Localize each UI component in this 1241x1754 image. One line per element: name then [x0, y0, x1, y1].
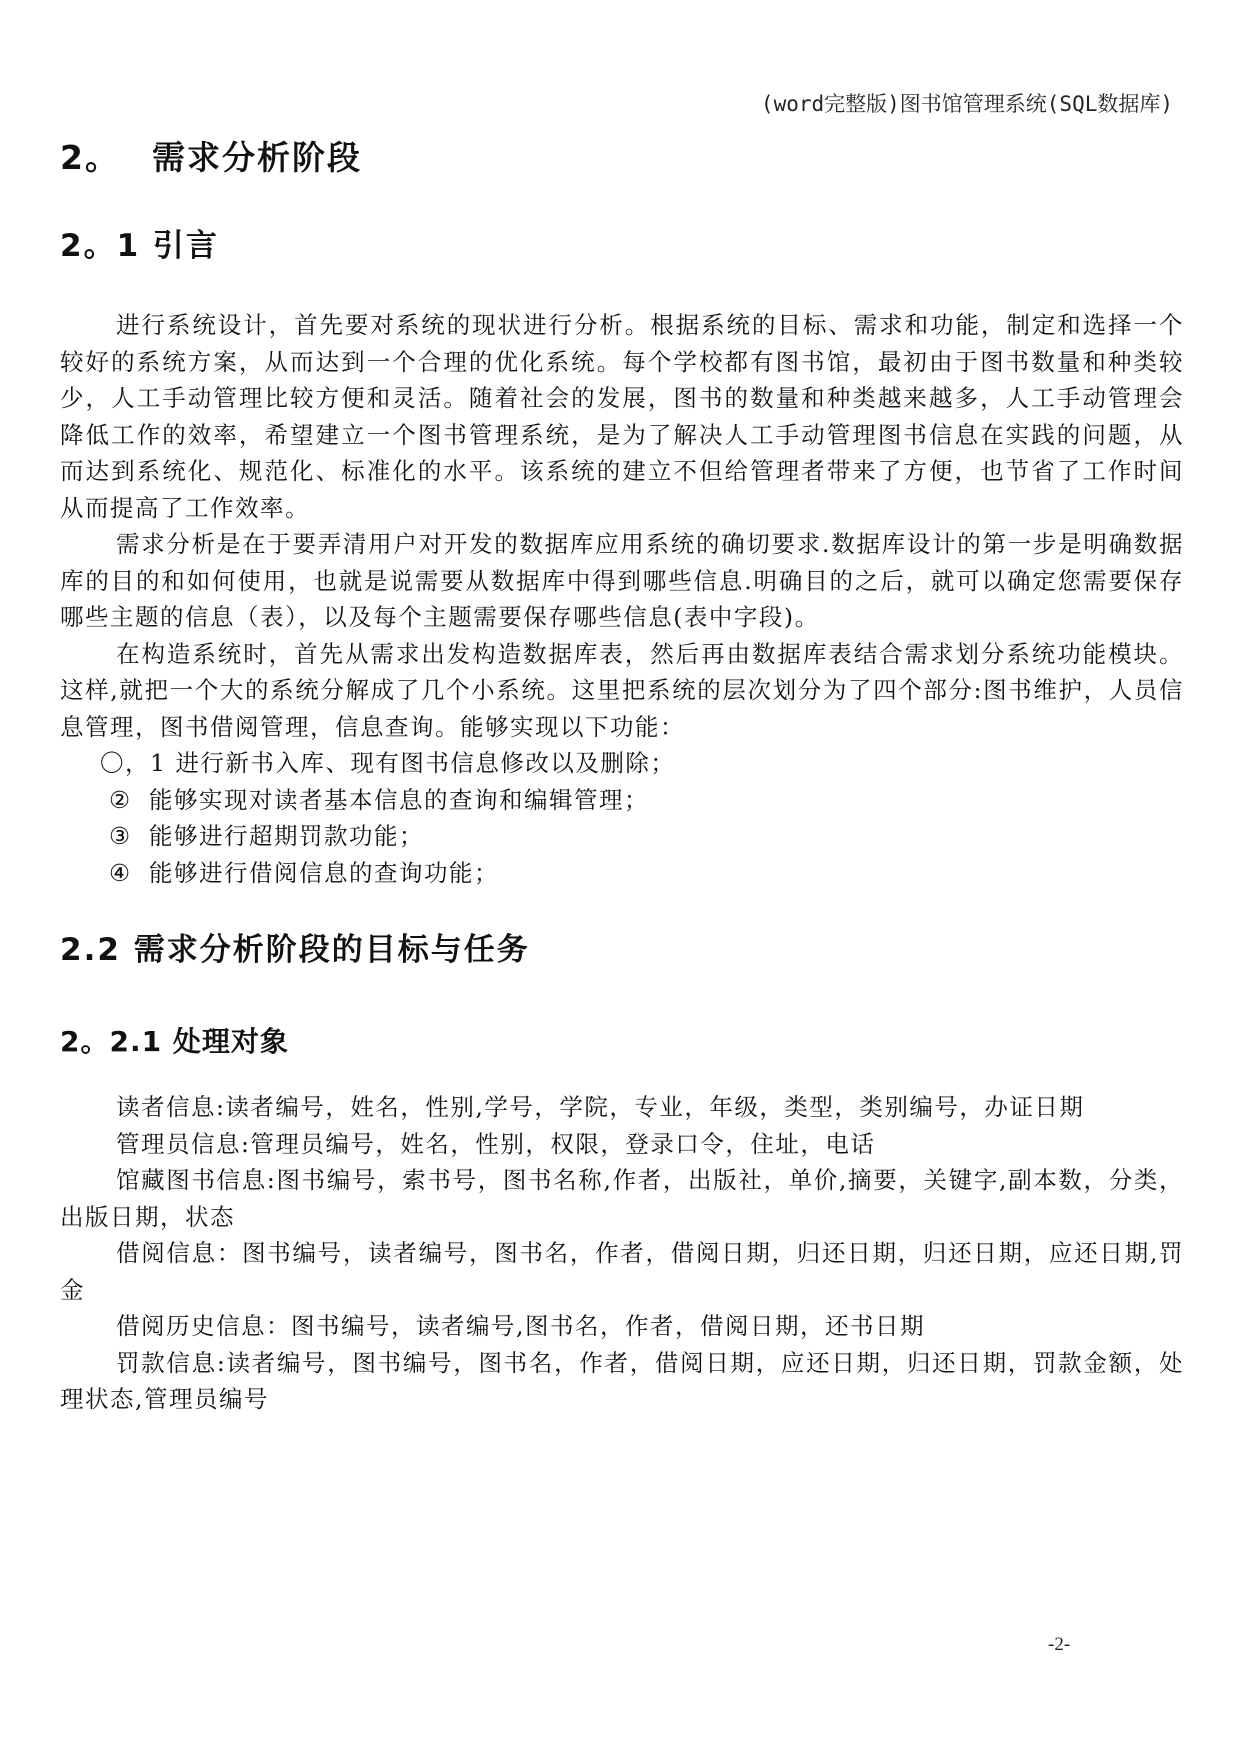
paragraph: 进行系统设计，首先要对系统的现状进行分析。根据系统的目标、需求和功能，制定和选择一个较好的系统方案，从而达到一个合理的优化系统。每个学校都有图书馆，最初由于图书数量和种类较少，人工手动管理比较方便和灵活。随着社会的发展，图书的数量和种类越来越多，人工手动管理会降低工作的效率，希望建立一个图书管理系统，是为了解决人工手动管理图书信息在实践的问题，从而达到系统化、规范化、标准化的水平。该系统的建立不但给管理者带来了方便，也节省了工作时间从而提高了工作效率。 — [60, 311, 1184, 522]
list-marker: ② — [108, 785, 132, 814]
list-item — [60, 818, 1184, 855]
list-item-text: 能够进行借阅信息的查询功能； — [148, 858, 499, 887]
section-2-1-body — [60, 307, 1184, 891]
list-item-text: 能够进行超期罚款功能； — [148, 822, 424, 850]
paragraph-book-info: 馆藏图书信息:图书编号，索书号，图书名称,作者，出版社，单价,摘要，关键字,副本数，分类，出版日期，状态 — [60, 1166, 1184, 1231]
list-item-text: 进行新书入库、现有图书信息修改以及删除； — [175, 749, 676, 777]
page-number: -2- — [1048, 1634, 1071, 1655]
paragraph-reader-info: 读者信息:读者编号，姓名，性别,学号，学院，专业，年级，类型，类别编号，办证日期 — [116, 1093, 1085, 1121]
list-item — [60, 745, 1184, 782]
page-header: (word完整版)图书馆管理系统(SQL数据库) — [760, 92, 1173, 116]
paragraph: 需求分析是在于要弄清用户对开发的数据库应用系统的确切要求.数据库设计的第一步是明确数据库的目的和如何使用，也就是说需要从数据库中得到哪些信息.明确目的之后，就可以确定您需要保存哪些主题的信息（表），以及每个主题需要保存哪些信息(表中字段)。 — [60, 530, 1184, 631]
chapter-heading — [60, 128, 1184, 188]
chapter-number: 2。 — [60, 138, 120, 177]
list-marker: 〇，1 — [100, 749, 167, 777]
paragraph-borrow-info: 借阅信息：图书编号，读者编号，图书名，作者，借阅日期，归还日期，归还日期，应还日期,罚金 — [60, 1239, 1184, 1304]
section-2-2-1-body — [60, 1089, 1184, 1418]
chapter-title: 需求分析阶段 — [152, 138, 362, 177]
list-marker: ③ — [108, 822, 132, 850]
paragraph-borrow-history: 借阅历史信息：图书编号，读者编号,图书名，作者，借阅日期，还书日期 — [116, 1312, 925, 1340]
list-item-text: 能够实现对读者基本信息的查询和编辑管理； — [148, 785, 649, 814]
list-item — [60, 855, 1184, 892]
list-marker: ④ — [108, 858, 132, 887]
paragraph: 在构造系统时，首先从需求出发构造数据库表，然后再由数据库表结合需求划分系统功能模块。这样,就把一个大的系统分解成了几个小系统。这里把系统的层次划分为了四个部分:图书维护，人员信息管理，图书借阅管理，信息查询。能够实现以下功能： — [60, 639, 1184, 741]
document-body — [60, 128, 1184, 1418]
section-2-2-heading: 2.2 需求分析阶段的目标与任务 — [60, 932, 530, 968]
section-2-2-1-heading: 2。2.1 处理对象 — [60, 1025, 289, 1058]
paragraph-admin-info: 管理员信息:管理员编号，姓名，性别，权限，登录口令，住址，电话 — [116, 1129, 876, 1158]
paragraph-fine-info: 罚款信息:读者编号，图书编号，图书名，作者，借阅日期，应还日期，归还日期，罚款金额，处理状态,管理员编号 — [60, 1348, 1184, 1413]
section-2-1-heading: 2。1 引言 — [60, 228, 219, 264]
list-item — [60, 782, 1184, 819]
